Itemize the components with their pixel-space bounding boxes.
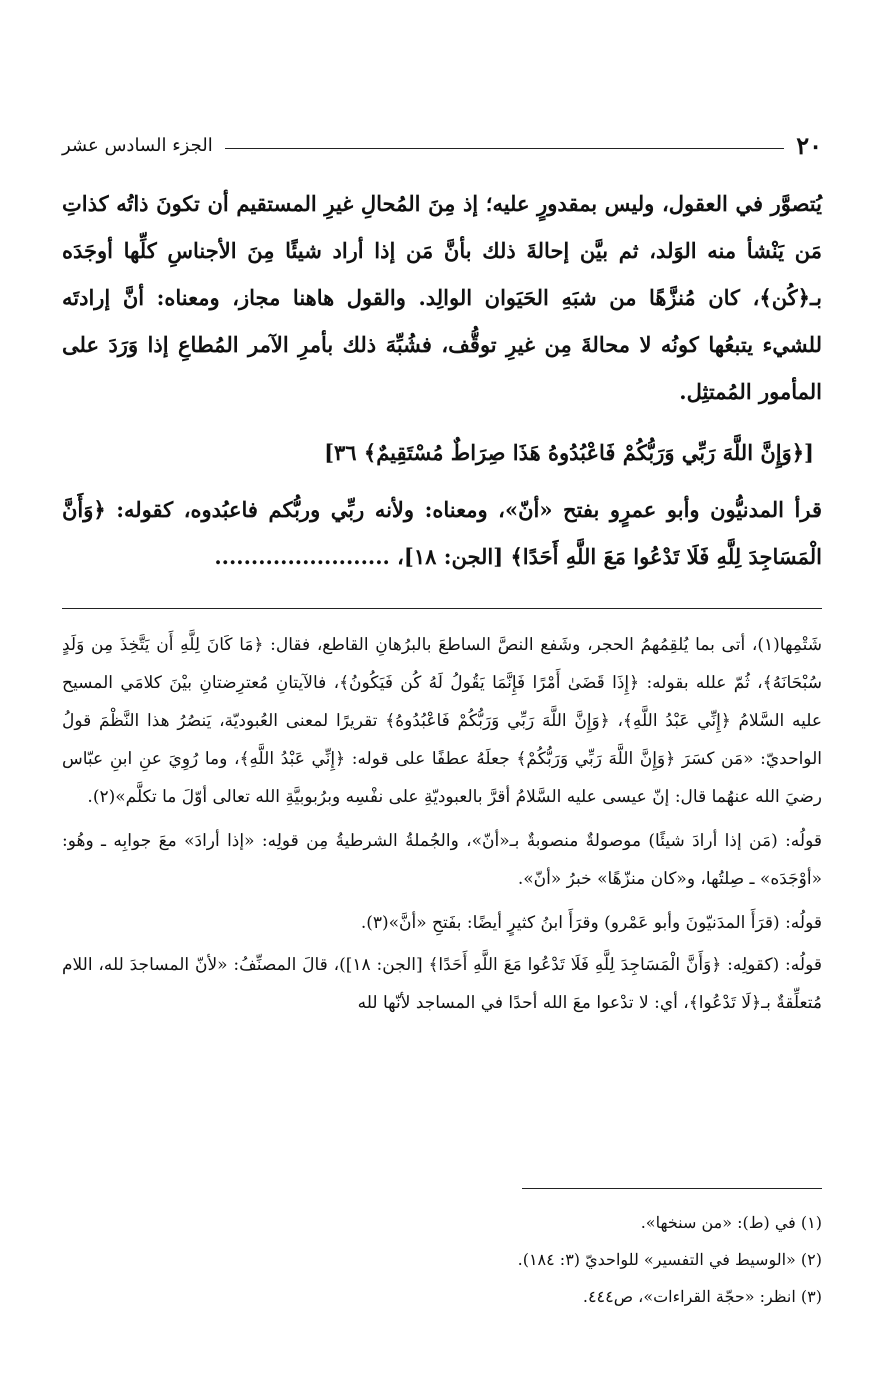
main-text (62, 180, 822, 580)
commentary-text (62, 626, 822, 1028)
main-paragraph: قرأ المدنيُّون وأبو عمرٍو بفتح «أنّ»، ومعناه: ولأنه ربِّي وربُّكم فاعبُدوه، كقوله: ﴿وَأَنَّ الْمَسَاجِدَ لِلَّهِ فَلَا تَدْعُوا مَعَ اللَّهِ أَحَدًا﴾ [الجن: ١٨]، ........................ (62, 497, 822, 569)
header-rule (225, 148, 785, 149)
footnote-divider (522, 1188, 822, 1189)
main-divider (62, 608, 822, 609)
footnote: (٣) انظر: «حجّة القراءات»، ص٤٤٤. (582, 1287, 822, 1306)
page-header (62, 128, 822, 162)
running-title: الجزء السادس عشر (62, 134, 213, 156)
commentary-paragraph: قولُه: (قرَأَ المدَنيّونَ وأبو عَمْرو) وقرَأَ ابنُ كثيرٍ أيضًا: بفَتحِ «أنَّ»(٣). (360, 913, 822, 933)
verse-heading: [﴿وَإِنَّ اللَّهَ رَبِّي وَرَبُّكُمْ فَاعْبُدُوهُ هَذَا صِرَاطٌ مُسْتَقِيمٌ﴾ ٣٦] (324, 440, 814, 465)
footnote: (٢) «الوسيط في التفسير» للواحديّ (٣: ١٨٤). (517, 1250, 822, 1269)
commentary-paragraph: شَتْمِها(١)، أتى بما يُلقِمُهمُ الحجر، وشَفع النصَّ الساطعَ بالبرُهانِ القاطع، فقال: ﴿مَا كَانَ لِلَّهِ أَن يَتَّخِذَ مِن وَلَدٍ سُبْحَانَهُ﴾، ثُمّ علله بقوله: ﴿إِذَا قَضَىٰ أَمْرًا فَإِنَّمَا يَقُولُ لَهُ كُن فَيَكُونُ﴾، فالآيتانِ مُعترِضتانِ بيْنَ كلامَي المسيح عليه السَّلامُ ﴿إِنِّي عَبْدُ اللَّهِ﴾، ﴿وَإِنَّ اللَّهَ رَبِّي وَرَبُّكُمْ فَاعْبُدُوهُ﴾ تقريرًا لمعنى العُبوديّة، يَنصُرُ هذا النَّظْمَ قولُ الواحديّ: «مَن كسَرَ ﴿وَإِنَّ اللَّهَ رَبِّي وَرَبُّكُمْ﴾ جعلَهُ عطفًا على قوله: ﴿إِنِّي عَبْدُ اللَّهِ﴾، وما رُوِيَ عنِ ابنِ عبّاس رضيَ الله عنهُما قال: إنّ عيسى عليه السَّلامُ أقرَّ بالعبوديّةِ على نفْسِه وبرُبوبيَّةِ الله تعالى أوّلَ ما تكلَّم»(٢). (62, 635, 823, 807)
footnotes (62, 1204, 822, 1315)
footnote: (١) في (ط): «من سنخها». (640, 1213, 822, 1232)
commentary-paragraph: قولُه: (كقولِه: ﴿وَأَنَّ الْمَسَاجِدَ لِلَّهِ فَلَا تَدْعُوا مَعَ اللَّهِ أَحَدًا﴾ [الجن: ١٨])، قالَ المصنِّفُ: «لأنّ المساجدَ لله، اللام مُتعلِّقةٌ بـ﴿لَا تَدْعُوا﴾، أي: لا تدْعوا معَ الله أحدًا في المساجد لأنّها لله (62, 955, 822, 1013)
page-number: ٢٠ (796, 130, 822, 160)
main-paragraph: يُتصوَّر في العقول، وليس بمقدورٍ عليه؛ إذ مِنَ المُحالِ غيرِ المستقيم أن تكونَ ذاتُه كذاتِ مَن يَنْشأ منه الوَلد، ثم بيَّن إحالةَ ذلك بأنَّ مَن إذا أراد شيئًا مِنَ الأجناسِ كلِّها أوجَدَه بـ﴿كُن﴾، كان مُنزَّهًا من شبَهِ الحَيَوان الوالِد. والقول هاهنا مجاز، ومعناه: أنَّ إرادتَه للشيء يتبعُها كونُه لا محالةَ مِن غيرِ توقُّف، فشُبِّهَ ذلك بأمرِ الآمر المُطاعِ إذا وَرَدَ على المأمور المُمتثِل. (62, 191, 822, 404)
commentary-paragraph: قولُه: (مَن إذا أرادَ شيئًا) موصولةٌ منصوبةٌ بـ«أنّ»، والجُملةُ الشرطيةُ مِن قولِه: «إذا أرادَ» معَ جوابِه ـ وهُو: «أوْجَدَه» ـ صِلتُها، و«كان منزّهًا» خبرُ «أنّ». (62, 831, 822, 889)
